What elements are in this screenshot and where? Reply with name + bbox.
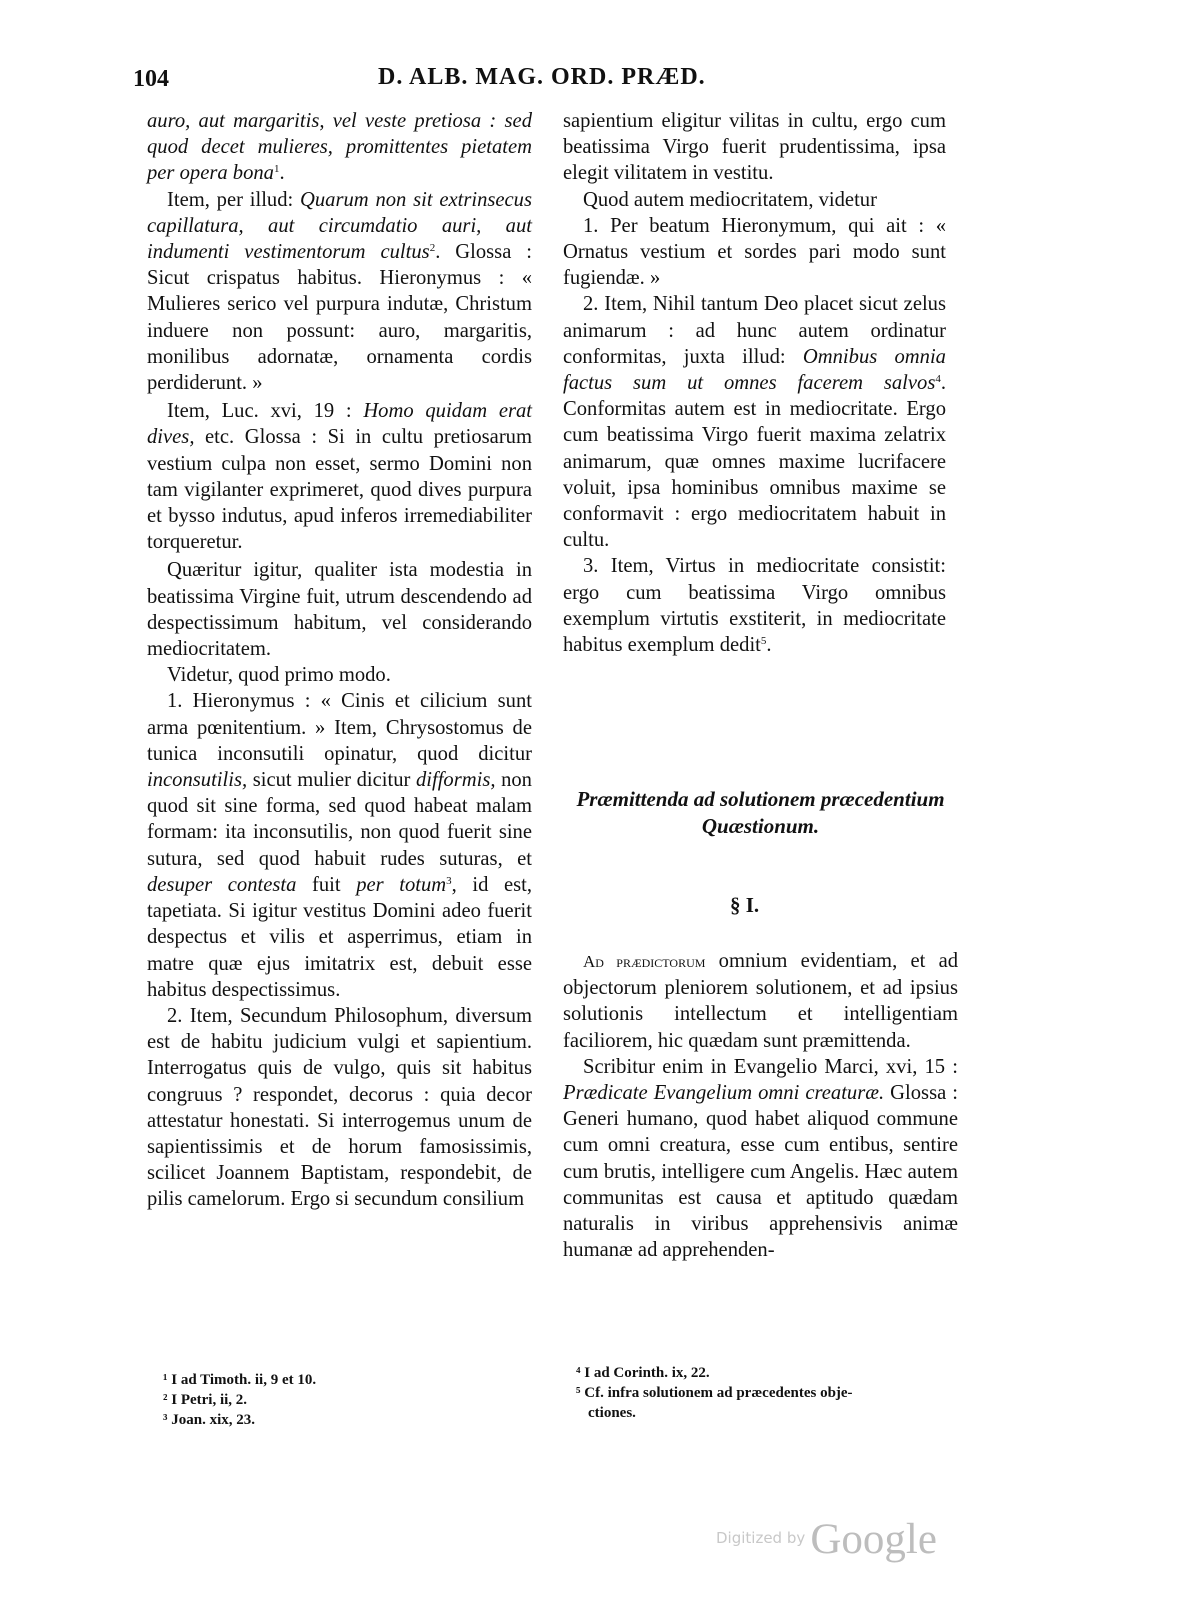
paragraph	[147, 688, 532, 1002]
text-run: etc. Glossa : Si in cultu pretiosarum vestium culpa non esset, sermo Domini non tam vigilanter exprimeret, quod dives purpura et bysso indutus, apud inferos irremediabiliter torqueretur.	[147, 426, 532, 554]
text-run: Omnibus omnia factus sum ut omnes facerem salvos	[563, 345, 946, 395]
footnote: ⁴ I ad Corinth. ix, 22.	[576, 1365, 710, 1381]
paragraph	[563, 213, 946, 292]
right-column	[563, 108, 946, 658]
running-title: D. ALB. MAG. ORD. PRÆD.	[378, 64, 706, 90]
text-run: .	[766, 634, 772, 657]
text-run: Scribitur enim in Evangelio Marci, xvi, 15 :	[583, 1055, 958, 1078]
text-run: auro, aut margaritis, vel veste pretiosa : sed quod decet mulieres, promittentes pietatem per opera bona	[147, 110, 532, 185]
section-mark: § I.	[730, 893, 760, 917]
text-run: Ad prædictorum	[583, 952, 706, 971]
digitized-watermark	[716, 1515, 937, 1564]
footnotes-right	[576, 1363, 958, 1423]
paragraph	[563, 291, 946, 553]
section-heading: Præmittenda ad solutionem præcedentium Quæstionum.	[576, 787, 945, 838]
footnote-marker: 2	[429, 242, 436, 255]
paragraph	[147, 398, 532, 555]
page-number: 104	[133, 66, 169, 92]
text-run: Quarum non sit extrinsecus capillatura, aut circumdatio auri, aut indumenti vestimentorum cultus	[147, 188, 532, 264]
paragraph	[147, 1003, 532, 1213]
text-run: Item, per illud:	[167, 188, 301, 211]
text-run: Item, Luc. xvi, 19 :	[167, 400, 364, 423]
text-run: 3. Item, Virtus in mediocritate consistit: ergo cum beatissima Virgo omnibus exemplum virtutis exstiterit, in mediocritate habitus exemplum dedit	[563, 555, 946, 657]
text-run: sicut mulier dicitur	[247, 769, 416, 792]
footnote: ² I Petri, ii, 2.	[163, 1392, 248, 1408]
text-run: . Glossa : Sicut crispatus habitus. Hieronymus : « Mulieres serico vel purpura indutæ, Christum induere non possunt: auro, margaritis, monilibus adornatæ, ornamenta cordis perdiderunt. »	[147, 241, 532, 395]
text-run: 1. Hieronymus : « Cinis et cilicium sunt arma pœnitentium. » Item, Chrysostomus de tunica inconsutili opinatur, quod dicitur	[147, 690, 532, 765]
google-logo: Google	[810, 1516, 937, 1563]
text-run: .	[279, 162, 285, 185]
paragraph	[563, 187, 946, 213]
text-run: difformis,	[415, 769, 496, 792]
paragraph	[563, 1054, 958, 1264]
footnote: ⁵ Cf. infra solutionem ad præcedentes obje-	[576, 1385, 853, 1401]
text-run: non quod sit sine forma, sed quod habeat malam formam: ita inconsutilis, non quod fuerit sine sutura, sed quod habuit rudes suturas, et	[147, 769, 532, 870]
paragraph	[563, 108, 946, 187]
text-run: Quod autem mediocritatem, videtur	[583, 188, 877, 211]
text-run: inconsutilis,	[147, 769, 248, 792]
footnotes-left	[163, 1370, 543, 1430]
text-run: Homo quidam erat dives,	[147, 400, 532, 449]
text-run: desuper contesta	[147, 873, 297, 896]
paragraph	[147, 557, 532, 662]
text-run: 1. Per beatum Hieronymum, qui ait : « Ornatus vestium et sordes pari modo sunt fugiendæ. »	[563, 214, 946, 290]
left-column	[147, 108, 532, 1213]
text-run: omnium evidentiam, et ad objectorum pleniorem solutionem, et ad ipsius solutionis intellectum et intelligentiam faciliorem, hic quædam sunt præmittenda.	[563, 950, 959, 1052]
text-run: Glossa : Generi humano, quod habet aliquod commune cum omni creatura, esse cum entibus, sentire cum brutis, intelligere cum Angelis. Hæc autem communitas est causa et aptitudo quædam naturalis in viribus apprehensivis animæ humanæ ad apprehenden-	[563, 1082, 958, 1262]
footnote-marker: 1	[273, 163, 280, 176]
paragraph	[147, 187, 532, 397]
paragraph	[563, 553, 946, 658]
text-run: per totum	[356, 873, 447, 896]
footnote: ¹ I ad Timoth. ii, 9 et 10.	[163, 1372, 317, 1388]
footnote-marker: 4	[935, 373, 941, 386]
text-run: Prædicate Evangelium omni creaturæ.	[563, 1082, 885, 1105]
footnote: ³ Joan. xix, 23.	[163, 1412, 256, 1428]
text-run: sapientium eligitur vilitas in cultu, ergo cum beatissima Virgo fuerit prudentissima, ipsa elegit vilitatem in vestitu.	[563, 110, 946, 185]
footnote-marker: 3	[446, 874, 452, 887]
footnote: ctiones.	[588, 1405, 636, 1421]
text-run: Videtur, quod primo modo.	[167, 664, 391, 687]
text-run: , id est, tapetiata. Si igitur vestitus Domini adeo fuerit despectus et vilis et asperrimus, etiam in matre quæ ejus imitatrix est, debuit esse habitus despectissimus.	[147, 873, 532, 1001]
text-run: 2. Item, Secundum Philosophum, diversum est de habitu judicium vulgi et sapientium. Interrogatus quis de vulgo, quis sit habitus congruus ? respondet, decorus : quia decor attestatur honestati. Si interrogemus unum de sapientissimis et de horum famosissimis, scilicet Joannem Baptistam, respondebit, de pilis camelorum. Ergo si secundum consilium	[147, 1004, 532, 1211]
paragraph	[563, 948, 958, 1054]
right-column-lower	[563, 948, 958, 1263]
text-run: Quæritur igitur, qualiter ista modestia in beatissima Virgine fuit, utrum descendendo ad despectissimum habitum, vel considerando mediocritatem.	[147, 559, 532, 661]
text-run: . Conformitas autem est in mediocritate. Ergo cum beatissima Virgo fuerit maxima zelatrix animarum, quæ omnes maxime lucrifacere voluit, ipsa hominibus omnibus maxime se conformavit : ergo mediocritatem habuit in cultu.	[563, 372, 946, 552]
text-run: 2. Item, Nihil tantum Deo placet sicut zelus animarum : ad hunc autem ordinatur conformitas, juxta illud:	[563, 293, 946, 368]
watermark-prefix: Digitized by	[716, 1529, 806, 1547]
paragraph	[147, 662, 532, 688]
paragraph	[147, 108, 532, 187]
footnote-marker: 5	[760, 635, 767, 648]
text-run: fuit	[296, 873, 357, 896]
